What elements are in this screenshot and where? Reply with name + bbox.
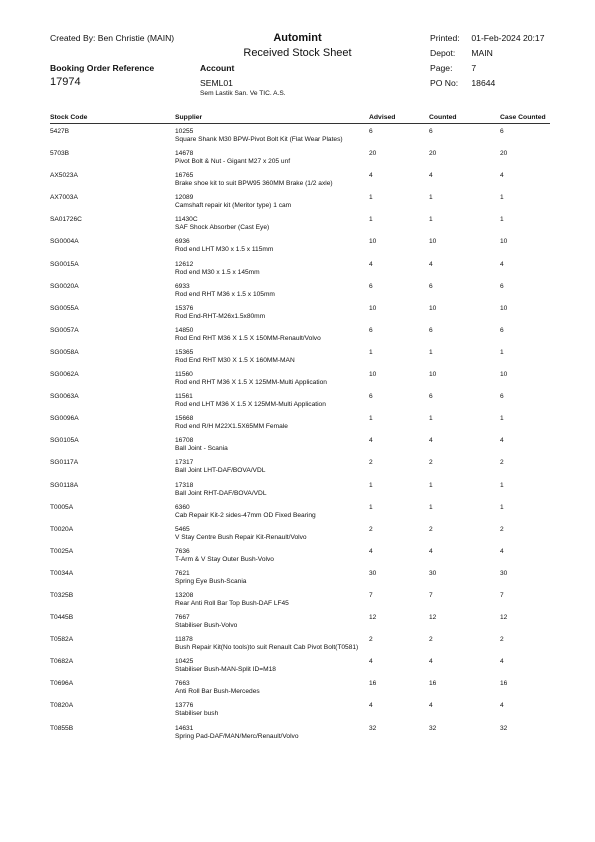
- supplier-code: 6360: [175, 503, 190, 511]
- table-row: [0, 568, 595, 590]
- stock-code: T0855B: [50, 724, 74, 732]
- supplier-code: 11560: [175, 371, 193, 379]
- stock-code: T0445B: [50, 614, 74, 622]
- advised-qty: 2: [369, 459, 373, 467]
- case-counted-qty: 16: [500, 680, 508, 688]
- counted-qty: 1: [429, 348, 433, 356]
- advised-qty: 2: [369, 525, 373, 533]
- stock-code: SG0096A: [50, 415, 79, 423]
- counted-qty: 4: [429, 547, 433, 555]
- counted-qty: 7: [429, 591, 433, 599]
- counted-qty: 16: [429, 680, 437, 688]
- advised-qty: 32: [369, 724, 377, 732]
- table-row: [0, 170, 595, 192]
- counted-qty: 6: [429, 128, 433, 135]
- counted-qty: 4: [429, 437, 433, 445]
- supplier-code: 13208: [175, 591, 194, 599]
- item-description: Spring Pad-DAF/MAN/Merc/Renault/Volvo: [175, 732, 299, 740]
- table-row: [0, 236, 595, 258]
- counted-qty: 1: [429, 481, 433, 489]
- case-counted-qty: 1: [500, 415, 504, 423]
- printed-label: Printed:: [430, 33, 460, 43]
- printed-line: [430, 33, 545, 43]
- item-description: Anti Roll Bar Bush-Mercedes: [175, 688, 260, 696]
- supplier-code: 7621: [175, 569, 190, 577]
- supplier-code: 11430C: [175, 216, 198, 224]
- supplier-code: 14850: [175, 326, 194, 334]
- stock-code: SG0020A: [50, 282, 79, 290]
- account-name: Sem Lastik San. Ve TIC. A.S.: [200, 90, 286, 97]
- stock-code: SG0105A: [50, 437, 79, 445]
- table-row: [0, 148, 595, 170]
- advised-qty: 7: [369, 591, 373, 599]
- table-row: [0, 656, 595, 678]
- booking-ref-value: 17974: [50, 76, 81, 88]
- item-description: Stabiliser Bush-Volvo: [175, 622, 238, 630]
- counted-qty: 10: [429, 371, 437, 379]
- col-case-counted: Case Counted: [500, 114, 546, 121]
- po-label: PO No:: [430, 78, 459, 88]
- stock-code: T0034A: [50, 569, 74, 577]
- advised-qty: 1: [369, 348, 373, 356]
- advised-qty: 12: [369, 614, 377, 622]
- counted-qty: 2: [429, 636, 433, 644]
- case-counted-qty: 2: [500, 525, 504, 533]
- stock-code: AX5023A: [50, 172, 78, 180]
- depot-line: [430, 48, 493, 58]
- item-description: Brake shoe kit to suit BPW95 360MM Brake (1/2 axle): [175, 180, 333, 188]
- item-description: Rod end M30 x 1.5 x 145mm: [175, 268, 260, 276]
- item-description: Square Shank M30 BPW-Pivot Bolt Kit (Flat Wear Plates): [175, 136, 343, 143]
- supplier-code: 10425: [175, 658, 194, 666]
- case-counted-qty: 1: [500, 503, 504, 511]
- advised-qty: 6: [369, 393, 373, 401]
- advised-qty: 1: [369, 216, 373, 224]
- stock-code: SA01726C: [50, 216, 82, 224]
- sheet-title: Received Stock Sheet: [243, 47, 352, 59]
- item-description: Stabiliser Bush-MAN-Split ID=M18: [175, 666, 276, 674]
- table-row: [0, 391, 595, 413]
- counted-qty: 10: [429, 304, 437, 312]
- case-counted-qty: 4: [500, 702, 504, 710]
- stock-table-body: [0, 126, 595, 745]
- table-row: [0, 546, 595, 568]
- item-description: Rod end LHT M30 x 1.5 x 115mm: [175, 246, 274, 254]
- case-counted-qty: 1: [500, 348, 504, 356]
- table-row: [0, 678, 595, 700]
- supplier-code: 12089: [175, 194, 194, 202]
- counted-qty: 6: [429, 326, 433, 334]
- table-row: [0, 590, 595, 612]
- case-counted-qty: 6: [500, 326, 504, 334]
- table-row: [0, 700, 595, 722]
- stock-code: AX7003A: [50, 194, 78, 202]
- supplier-code: 13776: [175, 702, 194, 710]
- advised-qty: 4: [369, 702, 373, 710]
- supplier-code: 16765: [175, 172, 194, 180]
- advised-qty: 1: [369, 415, 373, 423]
- item-description: Rear Anti Roll Bar Top Bush-DAF LF45: [175, 599, 289, 607]
- advised-qty: 6: [369, 326, 373, 334]
- stock-code: SG0004A: [50, 238, 79, 246]
- advised-qty: 20: [369, 150, 377, 158]
- table-row: [0, 126, 595, 148]
- case-counted-qty: 6: [500, 282, 504, 290]
- stock-code: SG0117A: [50, 459, 79, 467]
- counted-qty: 1: [429, 503, 433, 511]
- company-name: Automint: [273, 32, 322, 44]
- supplier-code: 6936: [175, 238, 190, 246]
- table-row: [0, 325, 595, 347]
- counted-qty: 1: [429, 216, 433, 224]
- advised-qty: 1: [369, 481, 373, 489]
- item-description: Ball Joint RHT-DAF/BOVA/VDL: [175, 489, 267, 497]
- col-stock-code: Stock Code: [50, 114, 88, 121]
- case-counted-qty: 4: [500, 658, 504, 666]
- table-row: [0, 612, 595, 634]
- table-row: [0, 480, 595, 502]
- case-counted-qty: 2: [500, 636, 504, 644]
- stock-code: T0582A: [50, 636, 74, 644]
- supplier-code: 10255: [175, 128, 194, 135]
- supplier-code: 14678: [175, 150, 194, 158]
- advised-qty: 4: [369, 658, 373, 666]
- advised-qty: 10: [369, 304, 377, 312]
- depot-label: Depot:: [430, 48, 456, 58]
- col-counted: Counted: [429, 114, 457, 121]
- case-counted-qty: 10: [500, 238, 508, 246]
- po-line: [430, 78, 495, 88]
- table-row: [0, 435, 595, 457]
- stock-code: 5427B: [50, 128, 70, 135]
- page-line: [430, 63, 476, 73]
- case-counted-qty: 32: [500, 724, 508, 732]
- case-counted-qty: 12: [500, 614, 508, 622]
- advised-qty: 2: [369, 636, 373, 644]
- item-description: Bush Repair Kit(No tools)to suit Renault Cab Pivot Bolt(T0581): [175, 644, 359, 652]
- case-counted-qty: 10: [500, 371, 508, 379]
- case-counted-qty: 4: [500, 437, 504, 445]
- supplier-code: 17317: [175, 459, 194, 467]
- supplier-code: 5465: [175, 525, 190, 533]
- case-counted-qty: 10: [500, 304, 508, 312]
- advised-qty: 4: [369, 437, 373, 445]
- table-row: [0, 634, 595, 656]
- col-advised: Advised: [369, 114, 396, 121]
- advised-qty: 10: [369, 371, 377, 379]
- account-label: Account: [200, 63, 235, 73]
- case-counted-qty: 6: [500, 393, 504, 401]
- supplier-code: 11878: [175, 636, 193, 644]
- counted-qty: 12: [429, 614, 437, 622]
- table-row: [0, 457, 595, 479]
- counted-qty: 6: [429, 282, 433, 290]
- stock-code: 5703B: [50, 150, 70, 158]
- table-row: [0, 281, 595, 303]
- supplier-code: 15365: [175, 348, 194, 356]
- stock-code: SG0118A: [50, 481, 79, 489]
- item-description: Rod end RHT M36 x 1.5 x 105mm: [175, 290, 275, 298]
- item-description: Stabiliser bush: [175, 710, 219, 718]
- supplier-code: 7636: [175, 547, 190, 555]
- stock-code: T0020A: [50, 525, 74, 533]
- case-counted-qty: 4: [500, 260, 504, 268]
- item-description: V Stay Centre Bush Repair Kit-Renault/Volvo: [175, 533, 307, 541]
- supplier-code: 12612: [175, 260, 194, 268]
- item-description: T-Arm & V Stay Outer Bush-Volvo: [175, 555, 274, 563]
- supplier-code: 7663: [175, 680, 190, 688]
- item-description: Pivot Bolt & Nut - Gigant M27 x 205 unf: [175, 158, 291, 166]
- item-description: Cab Repair Kit-2 sides-47mm OD Fixed Bearing: [175, 511, 316, 519]
- advised-qty: 6: [369, 128, 373, 135]
- case-counted-qty: 7: [500, 591, 504, 599]
- table-row: [0, 502, 595, 524]
- case-counted-qty: 4: [500, 172, 504, 180]
- counted-qty: 10: [429, 238, 437, 246]
- item-description: Spring Eye Bush-Scania: [175, 577, 247, 585]
- counted-qty: 2: [429, 525, 433, 533]
- page-label: Page:: [430, 63, 453, 73]
- stock-code: SG0058A: [50, 348, 79, 356]
- item-description: Rod end LHT M36 X 1.5 X 125MM-Multi Application: [175, 401, 326, 409]
- item-description: Rod end R/H M22X1.5X65MM Female: [175, 423, 288, 431]
- printed-value: 01-Feb-2024 20:17: [471, 33, 545, 43]
- table-row: [0, 723, 595, 745]
- item-description: Rod end RHT M36 X 1.5 X 125MM-Multi Application: [175, 379, 327, 387]
- advised-qty: 4: [369, 547, 373, 555]
- advised-qty: 6: [369, 282, 373, 290]
- advised-qty: 1: [369, 194, 373, 202]
- counted-qty: 6: [429, 393, 433, 401]
- case-counted-qty: 1: [500, 194, 504, 202]
- table-row: [0, 303, 595, 325]
- counted-qty: 1: [429, 194, 433, 202]
- supplier-code: 7667: [175, 614, 190, 622]
- case-counted-qty: 4: [500, 547, 504, 555]
- counted-qty: 4: [429, 702, 433, 710]
- advised-qty: 16: [369, 680, 377, 688]
- stock-code: T0325B: [50, 591, 74, 599]
- supplier-code: 6933: [175, 282, 190, 290]
- stock-code: T0005A: [50, 503, 74, 511]
- account-code: SEML01: [200, 78, 233, 88]
- supplier-code: 15668: [175, 415, 194, 423]
- counted-qty: 4: [429, 658, 433, 666]
- supplier-code: 17318: [175, 481, 194, 489]
- case-counted-qty: 6: [500, 128, 504, 135]
- stock-code: SG0062A: [50, 371, 79, 379]
- counted-qty: 32: [429, 724, 437, 732]
- table-row: [0, 214, 595, 236]
- case-counted-qty: 1: [500, 481, 504, 489]
- col-supplier: Supplier: [175, 114, 203, 121]
- counted-qty: 4: [429, 260, 433, 268]
- counted-qty: 4: [429, 172, 433, 180]
- table-row: [0, 347, 595, 369]
- supplier-code: 16708: [175, 437, 194, 445]
- table-row: [0, 413, 595, 435]
- depot-value: MAIN: [471, 48, 493, 58]
- item-description: Rod End RHT M30 X 1.5 X 160MM-MAN: [175, 356, 295, 364]
- stock-code: T0025A: [50, 547, 74, 555]
- advised-qty: 4: [369, 172, 373, 180]
- counted-qty: 2: [429, 459, 433, 467]
- supplier-code: 14631: [175, 724, 194, 732]
- stock-code: SG0055A: [50, 304, 79, 312]
- po-value: 18644: [471, 78, 496, 88]
- supplier-code: 15376: [175, 304, 194, 312]
- item-description: SAF Shock Absorber (Cast Eye): [175, 224, 270, 232]
- counted-qty: 30: [429, 569, 437, 577]
- stock-code: T0682A: [50, 658, 74, 666]
- advised-qty: 1: [369, 503, 373, 511]
- table-row: [0, 259, 595, 281]
- case-counted-qty: 20: [500, 150, 508, 158]
- counted-qty: 1: [429, 415, 433, 423]
- case-counted-qty: 2: [500, 459, 504, 467]
- stock-code: SG0063A: [50, 393, 79, 401]
- table-row: [0, 369, 595, 391]
- stock-code: SG0015A: [50, 260, 79, 268]
- item-description: Rod End-RHT-M26x1.5x80mm: [175, 312, 266, 320]
- stock-code: SG0057A: [50, 326, 79, 334]
- case-counted-qty: 1: [500, 216, 504, 224]
- item-description: Rod End RHT M36 X 1.5 X 150MM-Renault/Volvo: [175, 334, 321, 342]
- supplier-code: 11561: [175, 393, 193, 401]
- header-rule: [50, 123, 550, 124]
- case-counted-qty: 30: [500, 569, 508, 577]
- counted-qty: 20: [429, 150, 437, 158]
- table-row: [0, 524, 595, 546]
- advised-qty: 10: [369, 238, 377, 246]
- stock-code: T0696A: [50, 680, 74, 688]
- page-value: 7: [471, 63, 477, 73]
- advised-qty: 30: [369, 569, 377, 577]
- item-description: Ball Joint - Scania: [175, 445, 228, 453]
- created-by: Created By: Ben Christie (MAIN): [50, 33, 175, 43]
- table-row: [0, 192, 595, 214]
- item-description: Ball Joint LHT-DAF/BOVA/VDL: [175, 467, 266, 475]
- stock-code: T0820A: [50, 702, 74, 710]
- booking-ref-label: Booking Order Reference: [50, 63, 155, 73]
- item-description: Camshaft repair kit (Meritor type) 1 cam: [175, 202, 292, 210]
- advised-qty: 4: [369, 260, 373, 268]
